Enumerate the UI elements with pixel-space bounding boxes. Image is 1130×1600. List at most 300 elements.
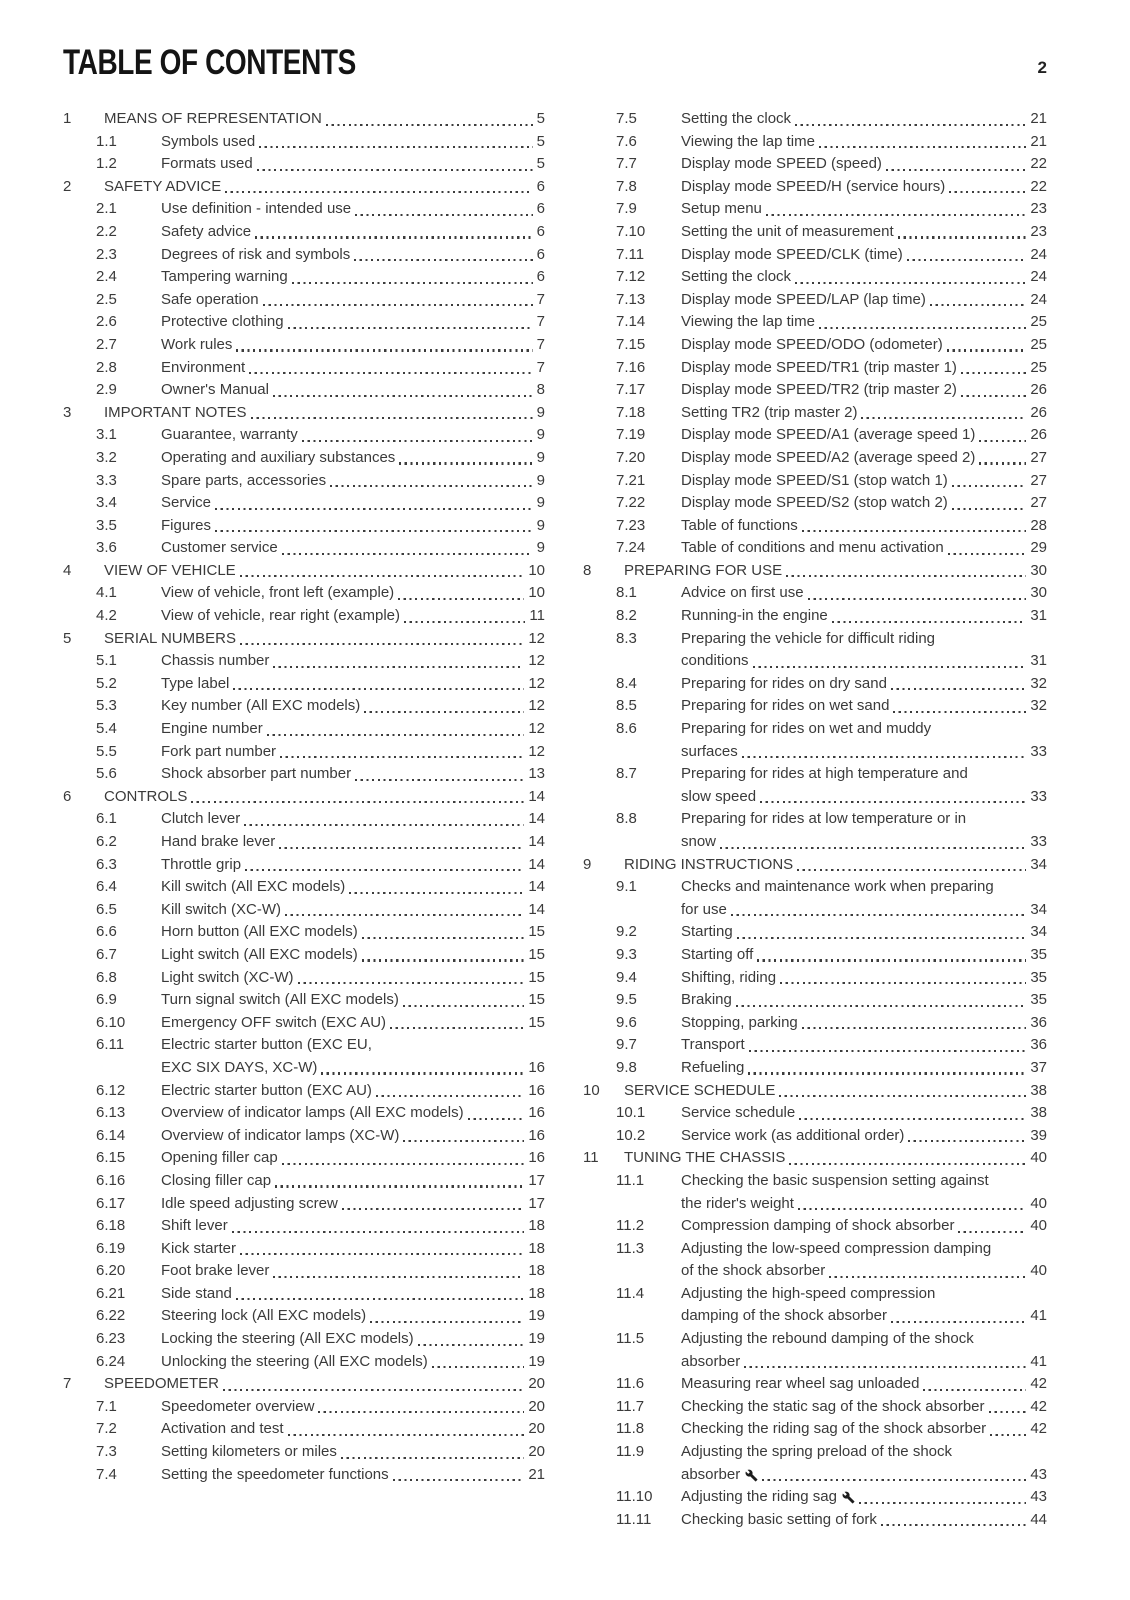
toc-entry-number: 6.21 [96, 1284, 126, 1302]
toc-entry-title: Service work (as additional order) [681, 1126, 905, 1144]
toc-entry-page: 30 [1030, 584, 1047, 602]
toc-entry-number: 5.6 [96, 765, 117, 783]
toc-entry-line [681, 537, 1047, 560]
toc-entry-title: Display mode SPEED/A2 (average speed 2) [681, 448, 976, 466]
toc-entry-line [161, 1238, 545, 1261]
dot-leader [891, 673, 1026, 696]
toc-entry-body [681, 470, 1047, 493]
toc-entry [583, 718, 1047, 763]
toc-entry-line [161, 582, 545, 605]
toc-entry-line [681, 334, 1047, 357]
toc-entry-number: 3.4 [96, 494, 117, 512]
toc-entry [583, 244, 1047, 267]
toc-entry-line [161, 718, 545, 741]
toc-entry-number: 9.6 [616, 1013, 637, 1031]
toc-entry-body [161, 311, 545, 334]
dot-leader [930, 289, 1026, 312]
toc-entry-page: 19 [528, 1352, 545, 1370]
toc-entry [583, 1080, 1047, 1103]
toc-entry-line [161, 1102, 545, 1125]
toc-entry-page: 16 [528, 1126, 545, 1144]
toc-entry [63, 899, 545, 922]
toc-entry-page: 38 [1030, 1104, 1047, 1122]
toc-entry [63, 447, 545, 470]
toc-entry [583, 492, 1047, 515]
toc-entry-title: Locking the steering (All EXC models) [161, 1330, 414, 1348]
toc-entry-number: 1 [63, 110, 72, 127]
toc-entry-page: 32 [1030, 697, 1047, 715]
toc-entry-title: Tampering warning [161, 268, 288, 286]
toc-entry-line [161, 763, 545, 786]
toc-entry-body [161, 967, 545, 990]
toc-entry-page: 9 [536, 403, 545, 421]
toc-entry-body [681, 153, 1047, 176]
toc-entry [583, 153, 1047, 176]
toc-entry-line [681, 221, 1047, 244]
toc-entry-page: 13 [528, 765, 545, 783]
dot-leader [349, 876, 524, 899]
toc-entry-title: Kill switch (XC-W) [161, 900, 281, 918]
toc-entry-title: Display mode SPEED/S2 (stop watch 2) [681, 494, 948, 512]
toc-entry-line [161, 424, 545, 447]
toc-entry-line [161, 131, 545, 154]
toc-entry-body [681, 424, 1047, 447]
toc-entry-body [681, 108, 1047, 131]
toc-entry-page: 40 [1030, 1194, 1047, 1212]
toc-entry-title: Opening filler cap [161, 1149, 278, 1167]
toc-entry-line [624, 1080, 1047, 1103]
toc-entry-line [161, 1215, 545, 1238]
toc-entry-page: 5 [536, 110, 545, 127]
dot-leader [908, 1125, 1026, 1148]
toc-entry-page: 15 [528, 945, 545, 963]
toc-entry-page: 9 [536, 471, 545, 489]
toc-entry-body [161, 989, 545, 1012]
toc-entry-title: Shifting, riding [681, 968, 777, 986]
toc-entry-title: Table of functions [681, 516, 798, 534]
toc-entry-title-continued: slow speed [681, 787, 757, 805]
dot-leader [273, 1260, 524, 1283]
toc-entry-title: Light switch (All EXC models) [161, 945, 358, 963]
dot-leader [257, 153, 533, 176]
toc-entry [63, 108, 545, 131]
dot-leader [342, 1193, 525, 1216]
toc-entry-line [681, 108, 1047, 131]
toc-entry-title: Display mode SPEED/LAP (lap time) [681, 290, 926, 308]
toc-entry-title: Adjusting the low-speed compression damping [681, 1239, 992, 1257]
toc-entry-page: 9 [536, 494, 545, 512]
toc-entry-number: 8.7 [616, 765, 637, 783]
toc-entry [63, 198, 545, 221]
toc-entry-number: 10.2 [616, 1126, 646, 1144]
dot-leader [403, 1125, 524, 1148]
toc-entry [63, 1193, 545, 1216]
toc-entry-number: 4.1 [96, 584, 117, 602]
dot-leader [275, 1170, 524, 1193]
toc-entry-title-continued: absorber [681, 1352, 741, 1370]
toc-entry-title: Setup menu [681, 200, 762, 218]
toc-entry-line [681, 1305, 1047, 1328]
toc-entry-page: 5 [536, 132, 545, 150]
toc-entry-title: Adjusting the riding sag [681, 1488, 837, 1506]
toc-entry [63, 673, 545, 696]
toc-entry-page: 19 [528, 1307, 545, 1325]
toc-entry [63, 650, 545, 673]
toc-entry-page: 35 [1030, 991, 1047, 1009]
toc-entry-body [161, 808, 545, 831]
toc-entry-title: Advice on first use [681, 584, 804, 602]
dot-leader [321, 1057, 524, 1080]
toc-entry-page: 9 [536, 448, 545, 466]
toc-entry-title: Preparing for rides on dry sand [681, 674, 887, 692]
toc-entry-body [624, 854, 1047, 877]
toc-entry-body [161, 131, 545, 154]
toc-entry-page: 6 [536, 177, 545, 195]
toc-entry-page: 7 [536, 335, 545, 353]
toc-entry-body [161, 1012, 545, 1035]
toc-entry-number: 7.1 [96, 1397, 117, 1415]
toc-entry-body [161, 1170, 545, 1193]
toc-entry-line [161, 967, 545, 990]
dot-leader [244, 808, 524, 831]
toc-entry [63, 628, 545, 651]
toc-entry-page: 26 [1030, 403, 1047, 421]
toc-entry-title: SPEEDOMETER [104, 1375, 220, 1393]
toc-entry-number: 2.1 [96, 200, 117, 218]
toc-entry-body [681, 808, 1047, 853]
toc-entry-title: Adjusting the spring preload of the shock [681, 1443, 953, 1461]
toc-entry-page: 36 [1030, 1036, 1047, 1054]
toc-entry-title: Turn signal switch (All EXC models) [161, 991, 399, 1009]
toc-entry [63, 718, 545, 741]
toc-entry [63, 695, 545, 718]
toc-entry-title: Checking the basic suspension setting against [681, 1171, 989, 1189]
toc-entry-number: 11.1 [616, 1171, 645, 1189]
dot-leader [232, 1215, 525, 1238]
toc-entry [63, 221, 545, 244]
toc-entry-number: 9.7 [616, 1036, 637, 1054]
toc-entry-page: 18 [528, 1217, 545, 1235]
dot-leader [263, 289, 533, 312]
toc-entry [63, 967, 545, 990]
dot-leader [832, 605, 1027, 628]
toc-entry-page: 14 [528, 833, 545, 850]
toc-entry-page: 37 [1030, 1058, 1047, 1076]
toc-entry-page: 12 [528, 652, 545, 670]
dot-leader [947, 334, 1027, 357]
toc-entry-page: 26 [1030, 381, 1047, 399]
dot-leader [285, 899, 524, 922]
toc-entry-number: 7.9 [616, 200, 637, 218]
toc-entry-title: Foot brake lever [161, 1262, 270, 1280]
toc-entry-line [681, 1057, 1047, 1080]
toc-entry-number: 7.18 [616, 403, 646, 421]
toc-entry-body [681, 1215, 1047, 1238]
toc-column-1 [63, 108, 545, 1531]
dot-leader [742, 741, 1027, 764]
toc-entry-page: 20 [528, 1443, 545, 1461]
toc-entry-title: Setting the clock [681, 110, 792, 127]
toc-entry-title: Display mode SPEED/S1 (stop watch 1) [681, 471, 948, 489]
toc-entry-page: 27 [1030, 494, 1047, 512]
toc-entry-title: Idle speed adjusting screw [161, 1194, 338, 1212]
toc-entry [63, 492, 545, 515]
toc-entry-title: Display mode SPEED/ODO (odometer) [681, 335, 943, 353]
toc-entry-number: 11.11 [616, 1510, 652, 1528]
toc-entry-body [161, 1328, 545, 1351]
dot-leader [362, 944, 525, 967]
toc-entry-number: 6.22 [96, 1307, 126, 1325]
toc-entry-number: 6.8 [96, 968, 117, 986]
toc-entry-body [104, 1373, 545, 1396]
toc-entry-title: Hand brake lever [161, 833, 276, 850]
toc-entry [63, 244, 545, 267]
toc-entry-title: Customer service [161, 539, 278, 557]
toc-entry-body [681, 718, 1047, 763]
toc-entry-body [681, 1328, 1047, 1373]
dot-leader [326, 108, 533, 131]
toc-entry-page: 22 [1030, 177, 1047, 195]
dot-leader [288, 1418, 525, 1441]
toc-entry-number: 6.14 [96, 1126, 126, 1144]
toc-entry-title: Fork part number [161, 742, 277, 760]
toc-entry-page: 16 [528, 1058, 545, 1076]
dot-leader [893, 695, 1026, 718]
dot-leader [802, 515, 1027, 538]
toc-entry-body [161, 266, 545, 289]
toc-entry-page: 25 [1030, 313, 1047, 331]
toc-entry-number: 8.2 [616, 607, 637, 625]
toc-entry-body [161, 1283, 545, 1306]
toc-entry [583, 266, 1047, 289]
toc-entry-line [161, 198, 545, 221]
toc-entry-number: 6.5 [96, 900, 117, 918]
toc-entry-title: Steering lock (All EXC models) [161, 1307, 367, 1325]
toc-entry [583, 854, 1047, 877]
toc-entry-number: 6.24 [96, 1352, 126, 1370]
toc-entry-number: 6.10 [96, 1013, 126, 1031]
toc-entry-line [681, 1012, 1047, 1035]
toc-entry-number: 6.6 [96, 923, 117, 941]
toc-entry-page: 7 [536, 290, 545, 308]
toc-entry-number: 8.5 [616, 697, 637, 715]
toc-entry-body [681, 944, 1047, 967]
toc-entry-page: 23 [1030, 200, 1047, 218]
toc-entry-title: Checks and maintenance work when preparing [681, 878, 994, 896]
toc-entry [63, 1351, 545, 1374]
toc-entry-title: Environment [161, 358, 246, 376]
toc-entry-page: 14 [528, 855, 545, 873]
toc-entry-number: 6.11 [96, 1036, 125, 1054]
toc-entry-body [681, 311, 1047, 334]
toc-entry-number: 7.8 [616, 177, 637, 195]
toc-entry-body [681, 921, 1047, 944]
toc-entry-title: Figures [161, 516, 212, 534]
dot-leader [797, 854, 1026, 877]
toc-entry-title: Electric starter button (EXC AU) [161, 1081, 372, 1099]
toc-entry [583, 379, 1047, 402]
dot-leader [399, 447, 532, 470]
toc-entry-number: 11.9 [616, 1443, 645, 1461]
toc-entry-page: 22 [1030, 155, 1047, 173]
toc-entry-title: SERIAL NUMBERS [104, 629, 236, 647]
toc-entry-body [161, 1034, 545, 1079]
toc-entry-number: 6.9 [96, 991, 117, 1009]
dot-leader [282, 1147, 525, 1170]
toc-entry-body [161, 1464, 545, 1487]
toc-entry-page: 12 [528, 742, 545, 760]
toc-entry [63, 266, 545, 289]
dot-leader [779, 1080, 1026, 1103]
toc-entry [583, 763, 1047, 808]
dot-leader [330, 470, 533, 493]
toc-entry-line [624, 1147, 1047, 1170]
dot-leader [249, 357, 532, 380]
toc-entry-line [104, 108, 545, 131]
toc-entry-page: 17 [528, 1171, 545, 1189]
toc-entry-body [624, 1147, 1047, 1170]
toc [63, 108, 1047, 1531]
toc-entry-title: CONTROLS [104, 787, 188, 805]
toc-entry [583, 1509, 1047, 1532]
toc-entry-number: 7.16 [616, 358, 646, 376]
toc-entry [583, 628, 1047, 673]
toc-entry [63, 289, 545, 312]
toc-entry-line [161, 695, 545, 718]
dot-leader [891, 1305, 1026, 1328]
toc-entry-page: 20 [528, 1397, 545, 1415]
toc-entry-body [161, 1441, 545, 1464]
toc-entry-number: 7.20 [616, 448, 646, 466]
toc-entry-line [681, 944, 1047, 967]
toc-entry-page: 23 [1030, 222, 1047, 240]
toc-entry-title: Measuring rear wheel sag unloaded [681, 1375, 920, 1393]
toc-entry-number: 7.7 [616, 155, 637, 173]
toc-entry-line [681, 424, 1047, 447]
toc-entry-line [681, 1396, 1047, 1419]
dot-leader [952, 492, 1027, 515]
toc-entry-page: 35 [1030, 968, 1047, 986]
toc-entry [63, 786, 545, 809]
toc-entry-body [161, 515, 545, 538]
toc-entry-number: 7.4 [96, 1465, 117, 1483]
toc-entry [63, 605, 545, 628]
toc-entry-line [161, 311, 545, 334]
toc-entry [583, 944, 1047, 967]
toc-entry-title: TUNING THE CHASSIS [624, 1149, 786, 1167]
toc-entry [583, 1373, 1047, 1396]
toc-entry [63, 831, 545, 854]
dot-leader [799, 1102, 1026, 1125]
toc-entry-title: Protective clothing [161, 313, 284, 331]
toc-entry-body [681, 673, 1047, 696]
toc-entry-line [104, 786, 545, 809]
toc-entry-line [681, 1418, 1047, 1441]
toc-entry-number: 2.3 [96, 245, 117, 263]
toc-entry-title: Shift lever [161, 1217, 228, 1235]
toc-entry-number: 9.5 [616, 991, 637, 1009]
toc-entry-line [681, 357, 1047, 380]
toc-entry-body [681, 537, 1047, 560]
toc-entry-line [161, 1057, 545, 1080]
toc-entry-title: Speedometer overview [161, 1397, 315, 1415]
toc-entry-body [681, 1441, 1047, 1486]
toc-entry-title: Work rules [161, 335, 233, 353]
toc-entry-page: 16 [528, 1149, 545, 1167]
toc-entry [583, 967, 1047, 990]
toc-entry-title: Operating and auxiliary substances [161, 448, 396, 466]
toc-entry-page: 16 [528, 1104, 545, 1122]
toc-entry-line [681, 1034, 1047, 1057]
toc-entry-title-continued: of the shock absorber [681, 1262, 826, 1280]
dot-leader [990, 1418, 1026, 1441]
toc-entry-page: 34 [1030, 900, 1047, 918]
toc-entry [63, 763, 545, 786]
dot-leader [802, 1012, 1027, 1035]
dot-leader [259, 131, 532, 154]
toc-entry-line [681, 515, 1047, 538]
toc-entry-body [681, 695, 1047, 718]
toc-entry [63, 944, 545, 967]
toc-entry-number: 11 [583, 1149, 599, 1167]
toc-entry-page: 33 [1030, 787, 1047, 805]
toc-entry [583, 1418, 1047, 1441]
toc-entry-title: Checking the riding sag of the shock absorber [681, 1420, 987, 1438]
toc-entry [583, 1328, 1047, 1373]
toc-entry-body [161, 718, 545, 741]
dot-leader [881, 1509, 1026, 1532]
toc-entry-body [161, 1102, 545, 1125]
toc-entry-title: Setting the clock [681, 268, 792, 286]
toc-entry [63, 1170, 545, 1193]
toc-entry-line [681, 921, 1047, 944]
toc-entry [63, 1464, 545, 1487]
toc-entry-page: 14 [528, 900, 545, 918]
toc-entry-title: Horn button (All EXC models) [161, 923, 358, 941]
dot-leader [280, 741, 524, 764]
dot-leader [298, 967, 525, 990]
toc-entry-page: 6 [536, 268, 545, 286]
toc-entry-title: Chassis number [161, 652, 270, 670]
toc-entry-number: 7.10 [616, 222, 646, 240]
toc-entry-page: 25 [1030, 358, 1047, 376]
toc-entry-body [104, 786, 545, 809]
toc-entry-body [681, 176, 1047, 199]
dot-leader [279, 831, 524, 854]
toc-entry-line [161, 1328, 545, 1351]
toc-entry [63, 1396, 545, 1419]
toc-entry-number: 7 [63, 1375, 72, 1393]
toc-entry-title: Display mode SPEED/H (service hours) [681, 177, 946, 195]
toc-entry-line [104, 628, 545, 651]
toc-entry-line [681, 1215, 1047, 1238]
toc-entry-body [624, 1080, 1047, 1103]
toc-entry-page: 43 [1030, 1488, 1047, 1506]
toc-entry-page: 17 [528, 1194, 545, 1212]
toc-entry-body [161, 379, 545, 402]
toc-entry-line [681, 266, 1047, 289]
toc-entry-number: 11.7 [616, 1397, 645, 1415]
toc-entry [63, 153, 545, 176]
toc-entry-page: 12 [528, 629, 545, 647]
dot-leader [731, 899, 1026, 922]
toc-entry-body [161, 673, 545, 696]
toc-entry-number: 7.23 [616, 516, 646, 534]
toc-entry-body [161, 854, 545, 877]
toc-entry-line [161, 1418, 545, 1441]
toc-entry-line [161, 650, 545, 673]
toc-entry-page: 16 [528, 1081, 545, 1099]
